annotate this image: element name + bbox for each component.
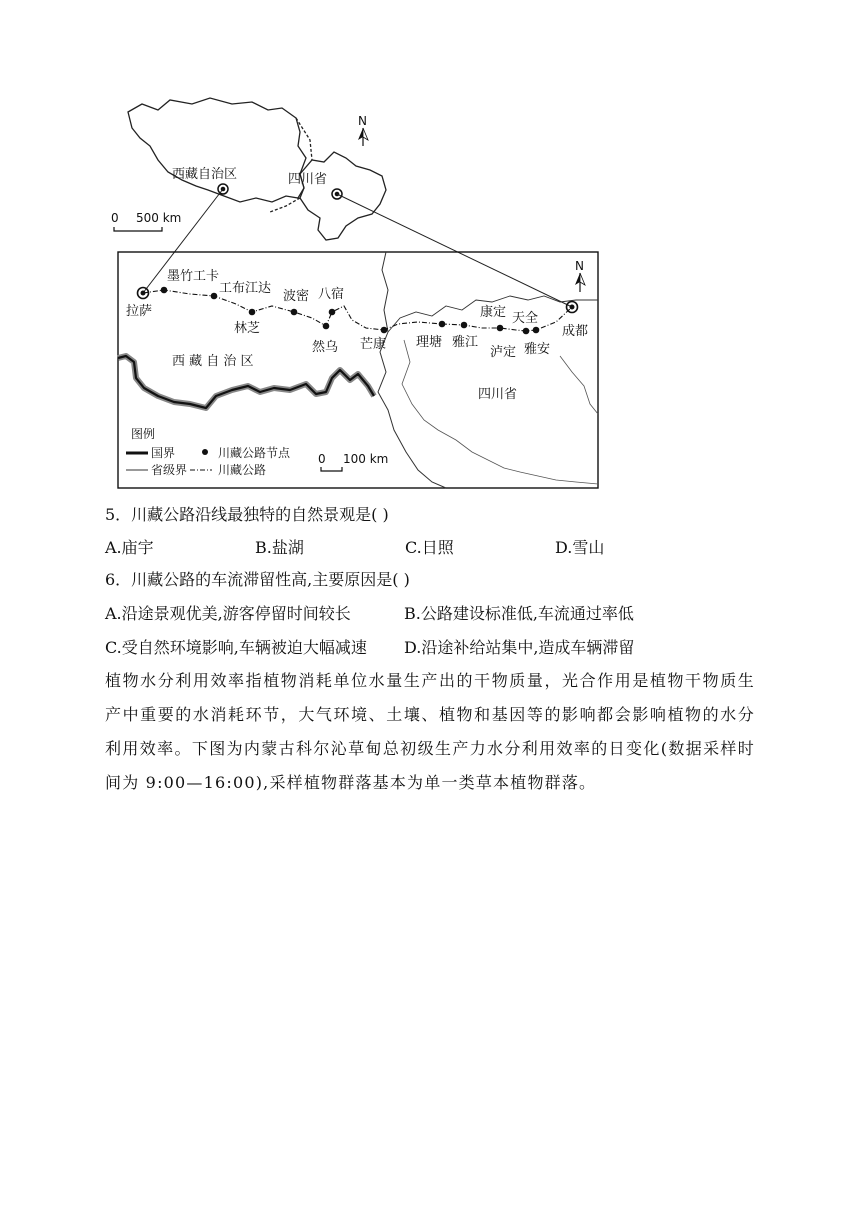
north-arrow-icon — [358, 114, 368, 146]
highway-route — [143, 290, 572, 331]
tibet-outline — [128, 98, 306, 202]
question-6-stem: 6．川藏公路的车流滞留性高,主要原因是( ) — [105, 570, 410, 589]
node-label: 康定 — [480, 305, 507, 320]
provincial-border — [402, 340, 598, 484]
node-label: 波密 — [283, 289, 310, 304]
question-5-option-c: C.日照 — [405, 538, 454, 557]
overview-scale-bar — [111, 211, 181, 231]
map-legend — [126, 426, 291, 477]
material-paragraph: 植物水分利用效率指植物消耗单位水量生产出的干物质量，光合作用是植物干物质生产中重要的水消耗环节，大气环境、土壤、植物和基因等的影响都会影响植物的水分利用效率。下图为内蒙古科尔沁草甸总初级生产力水分利用效率的日变化(数据采样时间为 9:00—16:00),采样植物群落基本为单一类草本植物群落。 — [105, 671, 755, 792]
node-label: 雅江 — [452, 335, 479, 350]
question-6-option-b: B.公路建设标准低,车流通过率低 — [404, 604, 634, 623]
node-label: 泸定 — [490, 345, 517, 360]
detail-label-sichuan: 四川省 — [478, 387, 518, 402]
node-label: 成都 — [562, 324, 589, 339]
legend-national-border: 国界 — [151, 446, 176, 460]
question-5-option-b: B.盐湖 — [255, 538, 304, 557]
question-5-option-d: D.雪山 — [555, 538, 605, 557]
svg-text:500 km: 500 km — [136, 211, 182, 225]
svg-text:N: N — [575, 259, 584, 273]
node-label: 林芝 — [234, 321, 261, 336]
detail-label-tibet: 西 藏 自 治 区 — [172, 354, 254, 369]
node-label: 然乌 — [312, 340, 339, 355]
node-label: 雅安 — [524, 342, 551, 357]
svg-text:0: 0 — [111, 211, 119, 225]
question-5-stem: 5．川藏公路沿线最独特的自然景观是( ) — [105, 505, 389, 524]
svg-text:100 km: 100 km — [343, 452, 389, 466]
chengdu-capital-marker — [567, 302, 578, 313]
province-line — [270, 198, 300, 212]
node-label: 理塘 — [416, 335, 443, 350]
question-6-option-c: C.受自然环境影响,车辆被迫大幅减速 — [105, 638, 367, 657]
node-label: 拉萨 — [126, 304, 153, 319]
question-6-option-a: A.沿途景观优美,游客停留时间较长 — [105, 604, 351, 623]
legend-provincial-border: 省级界 — [151, 463, 188, 477]
question-5-option-a: A.庙宇 — [105, 538, 154, 557]
legend-highway: 川藏公路 — [218, 463, 267, 477]
legend-title: 图例 — [131, 427, 156, 441]
svg-text:0: 0 — [318, 452, 326, 466]
sichuan-outline — [300, 152, 386, 240]
provincial-border — [560, 356, 598, 414]
question-6-option-d: D.沿途补给站集中,造成车辆滞留 — [404, 638, 635, 657]
node-label: 墨竹工卡 — [167, 269, 220, 284]
overview-label-tibet: 西藏自治区 — [172, 167, 238, 182]
node-label: 天全 — [512, 311, 539, 326]
overview-label-sichuan: 四川省 — [288, 172, 328, 187]
sichuan-tibet-highway-map — [0, 0, 860, 500]
legend-node: 川藏公路节点 — [218, 446, 291, 460]
north-arrow-icon — [575, 259, 585, 292]
detail-scale-bar — [318, 452, 388, 471]
connector-line-chengdu — [337, 194, 572, 307]
node-label: 工布江达 — [219, 281, 272, 296]
node-label: 八宿 — [318, 287, 345, 302]
svg-text:N: N — [358, 114, 367, 128]
node-label: 芒康 — [360, 337, 387, 352]
